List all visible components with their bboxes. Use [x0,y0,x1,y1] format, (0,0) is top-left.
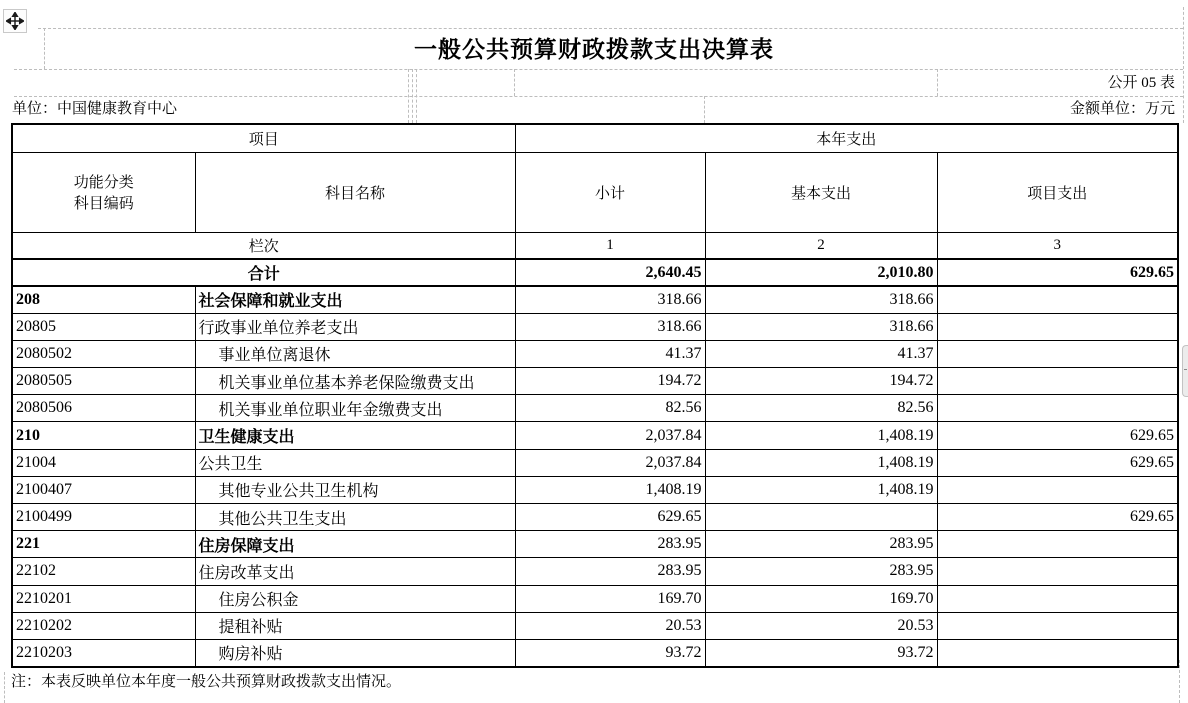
row-project [937,612,1178,639]
row-project [937,340,1178,367]
row-subtotal: 41.37 [515,340,705,367]
gridline-guide [937,69,938,96]
row-name: 其他公共卫生支出 [195,504,515,531]
row-name: 提租补贴 [195,612,515,639]
header-function-code [12,152,195,232]
row-project [937,286,1178,313]
row-project [937,368,1178,395]
row-project: 629.65 [937,449,1178,476]
row-project [937,476,1178,503]
table-row [12,313,1178,340]
row-name: 行政事业单位养老支出 [195,313,515,340]
row-subtotal: 629.65 [515,504,705,531]
row-name: 事业单位离退休 [195,340,515,367]
row-basic: 283.95 [705,531,937,558]
row-subtotal: 82.56 [515,395,705,422]
column-index-label: 栏次 [12,232,515,259]
row-subtotal: 2,037.84 [515,449,705,476]
row-project [937,531,1178,558]
table-row [12,340,1178,367]
row-subtotal: 283.95 [515,531,705,558]
row-subtotal: 2,037.84 [515,422,705,449]
row-code: 2080502 [12,340,195,367]
table-row [12,286,1178,313]
header-group-row [12,124,1178,152]
row-project: 629.65 [937,422,1178,449]
header-subtotal: 小计 [515,152,705,232]
header-project-expenditure: 项目支出 [937,152,1178,232]
row-basic: 169.70 [705,585,937,612]
table-row [12,612,1178,639]
row-basic: 1,408.19 [705,422,937,449]
column-number-3: 3 [937,232,1178,259]
table-row [12,422,1178,449]
gridline-guide [1183,7,1184,123]
row-basic: 283.95 [705,558,937,585]
row-code: 2080506 [12,395,195,422]
row-basic: 1,408.19 [705,476,937,503]
table-number-label: 公开 05 表 [1107,75,1175,91]
table-row [12,531,1178,558]
row-subtotal: 93.72 [515,639,705,666]
row-code: 22102 [12,558,195,585]
row-name: 机关事业单位职业年金缴费支出 [195,395,515,422]
row-name: 住房保障支出 [195,531,515,558]
header-basic-expenditure: 基本支出 [705,152,937,232]
footer-note: 注：本表反映单位本年度一般公共预算财政拨款支出情况。 [11,674,402,690]
amount-unit-label: 金额单位：万元 [1069,101,1175,117]
total-project: 629.65 [937,259,1178,286]
row-code: 2210203 [12,639,195,666]
header-project-group: 项目 [12,124,515,152]
header-year-expenditure-group: 本年支出 [515,124,1178,152]
row-code: 2210202 [12,612,195,639]
row-project: 629.65 [937,504,1178,531]
gridline-guide [4,672,5,703]
column-index-row [12,232,1178,259]
row-code: 2100407 [12,476,195,503]
row-name: 其他专业公共卫生机构 [195,476,515,503]
row-code: 208 [12,286,195,313]
gridline-guide [38,28,1183,29]
row-name: 购房补贴 [195,639,515,666]
row-project [937,558,1178,585]
row-basic: 1,408.19 [705,449,937,476]
row-code: 20805 [12,313,195,340]
row-code: 21004 [12,449,195,476]
scrollbar-thumb[interactable] [1182,345,1188,397]
table-row [12,368,1178,395]
total-basic: 2,010.80 [705,259,937,286]
row-basic [705,504,937,531]
column-number-1: 1 [515,232,705,259]
table-row [12,558,1178,585]
move-icon [6,12,24,30]
row-name: 卫生健康支出 [195,422,515,449]
gridline-guide [1179,660,1180,703]
row-name: 社会保障和就业支出 [195,286,515,313]
row-subtotal: 318.66 [515,286,705,313]
row-subtotal: 283.95 [515,558,705,585]
row-subtotal: 20.53 [515,612,705,639]
expenditure-table [11,123,1179,668]
total-subtotal: 2,640.45 [515,259,705,286]
row-project [937,585,1178,612]
table-row [12,476,1178,503]
unit-label: 单位：中国健康教育中心 [12,101,178,117]
table-row [12,585,1178,612]
row-basic: 93.72 [705,639,937,666]
row-name: 公共卫生 [195,449,515,476]
row-name: 机关事业单位基本养老保险缴费支出 [195,368,515,395]
column-number-2: 2 [705,232,937,259]
total-row [12,259,1178,286]
row-basic: 41.37 [705,340,937,367]
table-row [12,449,1178,476]
table-row [12,639,1178,666]
row-code: 221 [12,531,195,558]
header-column-row [12,152,1178,232]
row-code: 210 [12,422,195,449]
table-row [12,504,1178,531]
row-code: 2210201 [12,585,195,612]
row-name: 住房改革支出 [195,558,515,585]
page-title: 一般公共预算财政拨款支出决算表 [414,37,774,62]
header-subject-name: 科目名称 [195,152,515,232]
row-basic: 194.72 [705,368,937,395]
row-subtotal: 194.72 [515,368,705,395]
row-subtotal: 1,408.19 [515,476,705,503]
unit-row [12,97,1175,118]
row-project [937,395,1178,422]
gridline-guide [514,69,515,96]
row-project [937,639,1178,666]
row-project [937,313,1178,340]
gridline-guide [14,69,1183,70]
row-code: 2100499 [12,504,195,531]
row-subtotal: 318.66 [515,313,705,340]
row-name: 住房公积金 [195,585,515,612]
row-basic: 82.56 [705,395,937,422]
row-basic: 20.53 [705,612,937,639]
row-code: 2080505 [12,368,195,395]
row-subtotal: 169.70 [515,585,705,612]
total-label: 合计 [12,259,515,286]
row-basic: 318.66 [705,313,937,340]
header-function-code-line1: 功能分类 [73,175,134,191]
table-row [12,395,1178,422]
row-basic: 318.66 [705,286,937,313]
header-function-code-line2: 科目编码 [73,196,134,212]
table-move-handle[interactable] [3,9,27,33]
